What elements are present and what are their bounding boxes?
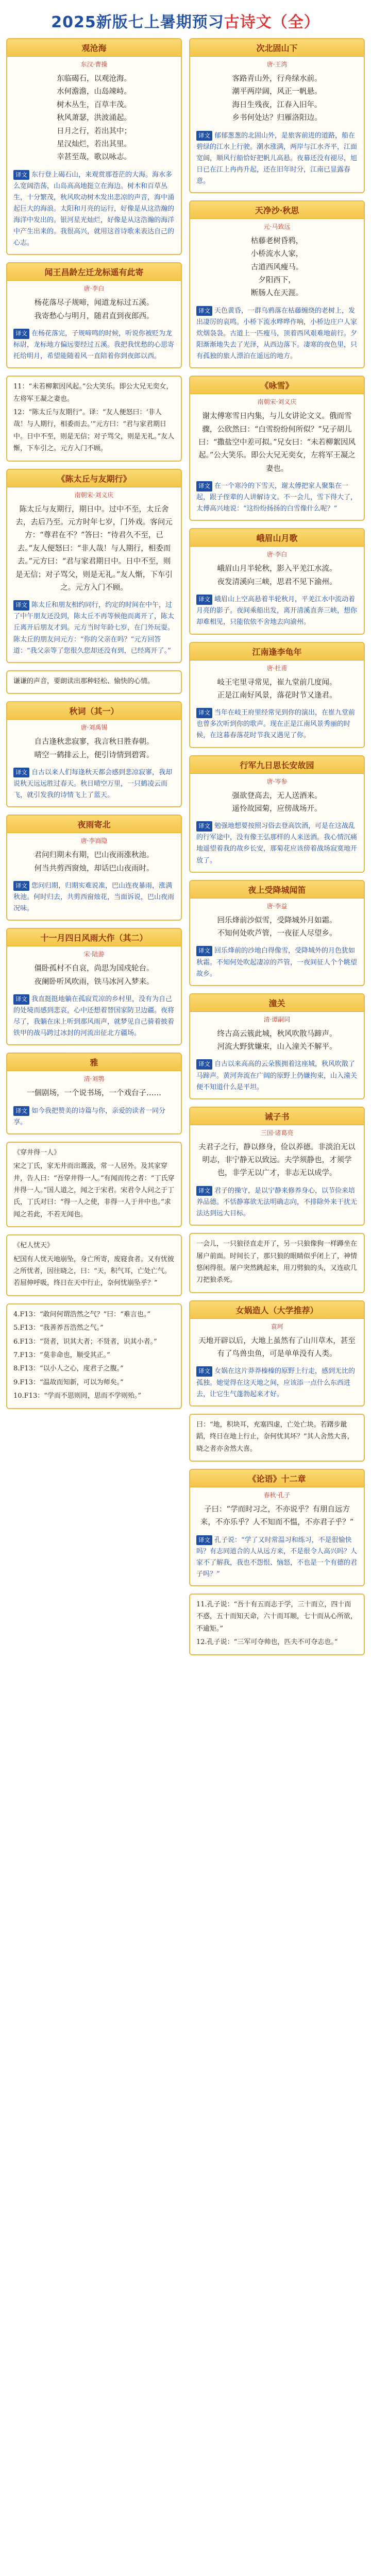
translation-text: 如今我把赞美的诗篇与你，亲爱的读者一同分享。 [13, 1107, 166, 1126]
translation-text: 天色黄昏，一群乌鸦落在枯藤缠绕的老树上，发出凄厉的哀鸣。小桥下流水哗哗作响，小桥边庄户人家炊烟袅袅。古道上一匹瘦马，顶着西风艰难地前行。夕阳渐渐地失去了光泽，从西边落下。凄寒的夜色里，只有孤独的旅人漂泊在遥远的地方。 [196, 307, 358, 361]
poem-line: 水何澹澹，山岛竦峙。 [57, 88, 131, 96]
prose-paragraph: 12.孔子说：“三军可夺帅也，匹夫不可夺志也。” [196, 1638, 338, 1647]
poem-text [7, 1084, 181, 1103]
prose-paragraph: 《穿井得一人》 [13, 1148, 61, 1157]
poem-byline: 唐·杜甫 [266, 664, 288, 672]
translation-note [7, 878, 181, 920]
left-card [6, 1234, 182, 1296]
poem-line: 何当共剪西窗烛，却话巴山夜雨时。 [34, 864, 154, 873]
prose-paragraph: 4.F13：“敢问何谓浩然之气？”曰：“难言也。” [13, 1310, 151, 1318]
prose-paragraph: 杞国有人忧天地崩坠，身亡所寄，废寝食者。又有忧彼之所忧者，因往晓之，曰：“天，积气耳，亡处亡气。若屈伸呼吸，终日在天中行止，奈何忧崩坠乎？” [13, 1255, 175, 1287]
prose-block [7, 1143, 181, 1226]
poem-line: 子曰：“学而时习之，不亦说乎？有朋自远方来，不亦乐乎？人不知而不愠，不亦君子乎？” [200, 1505, 354, 1527]
prose-paragraph: 10.F13：“学而不思则罔，思而不学则殆。” [13, 1392, 142, 1400]
poem-title: 雅 [7, 1054, 181, 1071]
translation-tag: 译文 [13, 600, 29, 611]
right-card [189, 38, 365, 193]
poem-byline: 东汉·曹操 [80, 61, 108, 68]
translation-note [7, 326, 181, 367]
translation-tag: 译文 [13, 170, 29, 180]
poem-text [190, 1332, 364, 1364]
poem-line: 陈太丘与友期行，期日中。过中不至，太丘舍去，去后乃至。元方时年七岁，门外戏。客问元方：“尊君在不？”答曰：“待君久不至，已去。”友人便怒曰：“非人哉！与人期行，相委而去。”元方曰：“君与家君期日中。日中不至，则是无信；对子骂父，则是无礼。”友人惭，下车引之。元方入门不顾。 [15, 505, 173, 592]
poem-text [190, 232, 364, 303]
poem-line: 一個剧场，一个说书场，一个戏台子…… [27, 1089, 161, 1098]
prose-block [7, 1304, 181, 1408]
poem-byline: 南朝宋·刘义庆 [257, 398, 297, 406]
poem-title: 天净沙·秋思 [190, 201, 364, 219]
prose-paragraph: 5.F13：“我善养吾浩然之气。” [13, 1324, 104, 1332]
translation-note [7, 1104, 181, 1133]
poem-line: 我寄愁心与明月，随君直到夜郎西。 [34, 312, 154, 320]
poem-byline: 春秋·孔子 [263, 1491, 291, 1499]
poem-line: 幸甚至哉，歌以咏志。 [57, 153, 131, 162]
poem-byline: 三国·诸葛亮 [260, 1129, 294, 1137]
right-card [189, 880, 365, 986]
poem-byline: 唐·李白 [266, 551, 288, 558]
prose-paragraph: 11：“未若柳絮因风起。”公大笑乐。即公大兄无奕女，左将军王凝之妻也。 [13, 383, 173, 403]
poem-title: 诫子书 [190, 1108, 364, 1125]
poem-byline: 唐·李白 [83, 285, 105, 293]
prose-paragraph: 《杞人忧天》 [13, 1242, 54, 1250]
prose-paragraph: 8.F13：“以小人之心，度君子之腹。” [13, 1365, 124, 1373]
poem-title: 峨眉山月歌 [190, 529, 364, 547]
translation-text: 君子的操守，是以宁静来修养身心，以节俭来培养品德。不恬静寡欲无法明确志向，不排除外来干扰无法达到远大目标。 [196, 1187, 358, 1218]
left-card [6, 928, 182, 1045]
translation-text: 东行登上碣石山，来观赏那苍茫的大海。海水多么宽阔浩荡，山岛高高地挺立在海边。树木和百草丛生，十分繁茂，秋风吹动树木发出悲凉的声音，海中涌起巨大的海浪。太阳和月亮的运行，好像是从这浩瀚的海洋中发出的。银河星光灿烂，好像是从这浩瀚的海洋中产生出来的。我很高兴，就用这首诗歌来表达自己的心志。 [13, 171, 175, 247]
right-card [189, 200, 365, 368]
poem-line: 君问归期未有期，巴山夜雨涨秋池。 [34, 851, 154, 860]
translation-note [190, 1364, 364, 1405]
poem-byline: 元·马致远 [263, 223, 291, 230]
poem-line: 夜阑卧听风吹雨，铁马冰河入梦来。 [34, 977, 154, 986]
right-card [189, 1594, 365, 1655]
left-card [6, 469, 182, 663]
poem-title: 闻王昌龄左迁龙标遥有此寄 [7, 263, 181, 281]
poem-title: 女娲造人（大学推荐） [190, 1301, 364, 1319]
poem-byline: 唐·王湾 [266, 61, 288, 68]
translation-tag: 译文 [196, 821, 212, 832]
poem-line: 断肠人在天涯。 [250, 289, 303, 298]
right-card [189, 1469, 365, 1586]
translation-text: 孔子说：“学了又时常温习和练习，不是很愉快吗？有志同道合的人从远方来，不是很令人高兴吗？人家不了解我，我也不怨恨、恼怒，不也是一个有德的君子吗？” [196, 1536, 358, 1578]
poem-line: 日月之行，若出其中； [57, 127, 131, 135]
poem-title: 夜雨寄北 [7, 816, 181, 833]
right-card [189, 1107, 365, 1226]
prose-paragraph: 6.F13：“贤者，识其大者；不贤者，识其小者。” [13, 1337, 157, 1346]
prose-block [7, 671, 181, 693]
poem-text [7, 959, 181, 992]
translation-note [190, 705, 364, 747]
poem-line: 自古逢秋悲寂寥，我言秋日胜春朝。 [34, 738, 154, 747]
poem-line: 杨花落尽子规啼，闻道龙标过五溪。 [34, 299, 154, 308]
poem-title: 江南逢李龟年 [190, 643, 364, 660]
translation-text: 自古以来人们每逢秋天都会感到悲凉寂寥，我却说秋天远远胜过春天。秋日晴空万里，一只鹤凌云而飞，就引发我的诗情飞上了蓝天。 [13, 768, 173, 800]
translation-text: 女娲在这片莽莽榛榛的原野上行走，感到无比的孤独。她觉得在这天地之间，应该添一点什么东西进去，让它生气蓬勃起来才好。 [196, 1367, 356, 1398]
poem-line: 古道西风瘦马。 [250, 263, 303, 272]
poem-line: 峨眉山月半轮秋，影入平羌江水流。 [217, 565, 337, 573]
translation-note [190, 1183, 364, 1225]
translation-text: 峨眉山上空高悬着半轮秋月，平羌江水中流动着月亮的影子。夜间乘船出发，离开清溪直奔三峡，想你却难相见，只能依依不舍地去向渝州。 [196, 596, 358, 626]
poem-line: 正是江南好风景，落花时节又逢君。 [217, 691, 337, 700]
poem-byline: 唐·李益 [266, 902, 288, 910]
right-card [189, 993, 365, 1099]
right-column [189, 38, 365, 1655]
left-card [6, 1303, 182, 1409]
translation-tag: 译文 [196, 481, 212, 492]
poem-text [7, 70, 181, 167]
translation-text: 郁郁葱葱的北固山外，是旅客前进的道路，船在碧绿的江水上行驶。潮水涨满，两岸与江水齐平，江面宽阔，顺风行船恰好把帆儿高悬。夜幕还没有褪尽，旭日已在江上冉冉升起，还在旧年时分，江南已显露春意。 [196, 131, 358, 185]
right-card [189, 755, 365, 873]
poem-text [7, 294, 181, 326]
right-card [189, 642, 365, 748]
page-header [6, 5, 365, 38]
poem-byline: 袁珂 [271, 1323, 283, 1330]
poem-line: 乡书何处达？归雁洛阳边。 [232, 114, 322, 123]
poem-line: 海日生残夜，江春入旧年。 [232, 100, 322, 109]
translation-text: 您问归期，归期实难说准，巴山连夜暴雨，涨满秋池。何时归去，共剪西窗烛花，当面诉说，巴山夜雨况味。 [13, 882, 175, 913]
translation-tag: 译文 [196, 946, 212, 956]
translation-tag: 译文 [196, 1535, 212, 1546]
poem-byline: 南朝宋·刘义庆 [74, 491, 114, 499]
left-column [6, 38, 182, 1655]
poem-byline: 宋·陆游 [83, 951, 105, 958]
prose-block [190, 1415, 364, 1461]
page-title-accent: 古诗文（全） [224, 13, 320, 31]
translation-tag: 译文 [196, 306, 212, 316]
poem-line: 河流大野犹嫌束，山入潼关不解平。 [217, 1043, 337, 1052]
prose-block [7, 377, 181, 460]
translation-note [7, 765, 181, 806]
poem-line: 夕阳西下， [258, 276, 296, 285]
poem-title: 《论语》十二章 [190, 1470, 364, 1487]
translation-tag: 译文 [13, 768, 29, 778]
poem-title: 《陈太丘与友期行》 [7, 470, 181, 487]
translation-text: 我直挺挺地躺在孤寂荒凉的乡村里，没有为自己的处境而感到悲哀，心中还想着替国家防卫边疆。夜将尽了，我躺在床上听到那风雨声，就梦见自己骑着披着铁甲的战马跨过冰封的河流出征北方疆场。 [13, 995, 175, 1038]
poem-byline: 清·刘鹗 [83, 1075, 105, 1083]
poem-title: 行军九日思长安故园 [190, 756, 364, 774]
poem-title: 次北固山下 [190, 39, 364, 57]
right-card [189, 1300, 365, 1406]
poem-title: 观沧海 [7, 39, 181, 57]
translation-text: 勉强地想要按照习俗去登高饮酒，可是在这战乱的行军途中，没有像王弘那样的人来送酒。我心情沉痛地遥望着我的故乡长安，那菊花应该傍着战场寂寞地开放了。 [196, 822, 358, 865]
poem-title: 十一月四日风雨大作（其二） [7, 929, 181, 946]
translation-note [190, 1057, 364, 1098]
left-card [6, 1053, 182, 1134]
translation-text: 自古以来高高的云朵簇拥着这座城，秋风吹散了马蹄声。黄河奔流在广阔的原野上仍嫌拘束，山入潼关便不知道什么是平坦。 [196, 1060, 358, 1091]
translation-tag: 译文 [13, 329, 29, 339]
left-card [6, 670, 182, 694]
left-card [6, 262, 182, 368]
translation-note [7, 598, 181, 662]
poem-title: 秋词（其一） [7, 702, 181, 720]
left-card [6, 815, 182, 921]
prose-block [190, 1234, 364, 1292]
translation-text: 陈太丘和朋友相约同行，约定的时间在中午，过了中午朋友还没到，陈太丘不再等候他而离开了，陈太丘离开后朋友才到。元方当时年龄七岁，在门外玩耍。陈太丘的朋友问元方：“你的父亲在吗？”元方回答道：“我父亲等了您很久您却还没有到，已经离开了。” [13, 601, 175, 655]
translation-text: 在一个寒冷的下雪天，谢太傅把家人聚集在一起，跟子侄辈的人讲解诗文。不一会儿，雪下得大了，太傅高兴地说：“这纷纷扬扬的白雪像什么呢？” [196, 482, 358, 513]
translation-tag: 译文 [196, 708, 212, 718]
poem-line: 遥怜故园菊，应傍战场开。 [232, 804, 322, 813]
poem-byline: 唐·岑参 [266, 777, 288, 785]
translation-note [190, 1533, 364, 1585]
translation-tag: 译文 [13, 881, 29, 891]
poem-line: 强欲登高去，无人送酒来。 [232, 791, 322, 800]
translation-tag: 译文 [196, 1366, 212, 1377]
translation-tag: 译文 [13, 994, 29, 1005]
poem-line: 小桥流水人家， [250, 250, 303, 259]
translation-note [190, 819, 364, 871]
translation-text: 回乐烽前的沙地白得像雪，受降城外的月色犹如秋霜。不知何处吹起凄凉的芦管，一夜间征人个个眺望故乡。 [196, 947, 358, 978]
translation-tag: 译文 [196, 595, 212, 605]
poem-text [190, 70, 364, 128]
poem-line: 僵卧孤村不自哀，尚思为国戍轮台。 [34, 964, 154, 973]
poem-byline: 唐·刘禹锡 [80, 724, 108, 732]
poem-text [190, 787, 364, 819]
poem-line: 秋风萧瑟，洪波涌起。 [57, 114, 131, 123]
poem-line: 晴空一鹤排云上，便引诗情到碧霄。 [34, 751, 154, 759]
poem-line: 东临碣石，以观沧海。 [57, 75, 131, 83]
right-card [189, 1414, 365, 1462]
poem-line: 星汉灿烂，若出其里。 [57, 140, 131, 148]
prose-block [190, 1595, 364, 1654]
poem-text [7, 846, 181, 878]
left-card [6, 1142, 182, 1227]
page-title [6, 9, 365, 32]
poem-byline: 清·谭嗣同 [263, 1015, 291, 1023]
left-card [6, 376, 182, 461]
poem-title: 夜上受降城闻笛 [190, 881, 364, 899]
translation-note [190, 303, 364, 367]
poem-line: 客路青山外，行舟绿水前。 [232, 75, 322, 83]
prose-paragraph: 一会儿，一只狼径直走开了，另一只狼像狗一样蹲坐在屠户前面。时间长了，那只狼的眼睛似乎闭上了，神情悠闲得很。屠户突然跳起来，用刀劈狼的头，又连砍几刀把狼杀死。 [196, 1240, 358, 1284]
prose-paragraph: 9.F13：“温故而知新，可以为师矣。” [13, 1378, 124, 1386]
prose-paragraph: 曰：“地，积块耳，充塞四虚，亡处亡块。若躇步跐蹈，终日在地上行止，奈何忧其坏？”其人舍然大喜，晓之者亦舍然大喜。 [196, 1420, 354, 1453]
poem-line: 终古高云簇此城，秋风吹散马蹄声。 [217, 1029, 337, 1038]
translation-tag: 译文 [196, 1059, 212, 1070]
poem-text [190, 560, 364, 592]
left-card [6, 38, 182, 255]
poem-text [190, 1500, 364, 1533]
poem-line: 岐王宅里寻常见，崔九堂前几度闻。 [217, 678, 337, 687]
translation-text: 在杨花落完，子规啼鸣的时候，听说你被贬为龙标尉，龙标地方偏远要经过五溪。我把我忧愁的心思寄托给明月，希望能随着风一直陪着你到夜郎以西。 [13, 330, 175, 361]
poem-byline: 唐·李商隐 [80, 837, 108, 845]
page-title-main: 2025新版七上暑期预习 [51, 13, 224, 31]
poem-text [190, 911, 364, 944]
translation-note [190, 592, 364, 633]
poem-text [7, 500, 181, 598]
prose-paragraph: 12：“陈太丘与友期行”。译：“友人便怒曰：‘非人哉！与人期行，相委而去。’”元方曰：“君与家君期日中。日中不至，则是无信；对子骂父，则是无礼。”友人惭，下车引之。元方入门不顾。 [13, 409, 175, 453]
translation-tag: 译文 [196, 1186, 212, 1196]
left-card [6, 701, 182, 807]
right-card [189, 528, 365, 634]
columns [6, 38, 365, 1655]
poem-line: 树木丛生，百草丰茂。 [57, 100, 131, 109]
poem-text [190, 1138, 364, 1183]
right-card [189, 1233, 365, 1293]
translation-note [7, 992, 181, 1044]
poem-line: 夫君子之行，静以修身，俭以养德。非淡泊无以明志，非宁静无以致远。夫学须静也，才须学也，非学无以广才，非志无以成学。 [198, 1143, 356, 1178]
translation-note [7, 167, 181, 255]
prose-paragraph: 7.F13：“莫非命也，顺受其正。” [13, 1351, 110, 1359]
translation-note [190, 479, 364, 520]
poem-line: 回乐烽前沙似雪，受降城外月如霜。 [217, 916, 337, 925]
prose-block [7, 1235, 181, 1295]
poem-line: 谢太傅寒雪日内集，与儿女讲论文义。俄而雪骤，公欣然曰：“白雪纷纷何所似？”兄子胡儿曰：“撒盐空中差可拟。”兄女曰：“未若柳絮因风起。”公大笑乐。即公大兄无奕女，左将军王凝之妻也。 [198, 412, 356, 473]
poem-line: 枯藤老树昏鸦， [250, 236, 303, 245]
translation-note [190, 128, 364, 192]
poem-line: 天地开辟以后，大地上虽然有了山川草木，甚至有了鸟兽虫鱼，可是单单没有人类。 [198, 1336, 356, 1359]
prose-paragraph: 11.孔子说：“吾十有五而志于学，三十而立，四十而不惑，五十而知天命，六十而耳顺，七十而从心所欲，不逾矩。” [196, 1601, 358, 1633]
poem-text [190, 673, 364, 706]
right-card [189, 376, 365, 521]
translation-note [190, 943, 364, 985]
translation-text: 当年在岐王府里经常见到你的演出，在崔九堂前也曾多次听到你的歌声。现在正是江南风景秀丽的时候，在这暮春落花时节我又遇见了你。 [196, 709, 356, 740]
poem-line: 潮平两岸阔，风正一帆悬。 [232, 88, 322, 96]
translation-tag: 译文 [13, 1106, 29, 1116]
translation-tag: 译文 [196, 131, 212, 141]
poem-text [190, 407, 364, 479]
poem-line: 夜发清溪向三峡，思君不见下渝州。 [217, 578, 337, 586]
poem-line: 不知何处吹芦管，一夜征人尽望乡。 [217, 929, 337, 938]
prose-paragraph: 宋之丁氏，家无井而出溉汲，常一人居外。及其家穿井，告人曰：“吾穿井得一人。”有闻而传之者：“丁氏穿井得一人。”国人道之，闻之于宋君。宋君令人问之于丁氏，丁氏对曰：“得一人之使，非得一人于井中也。”求闻之若此，不若无闻也。 [13, 1162, 175, 1218]
prose-paragraph: 谦谦的声音，要朗读出那种轻松、愉快的心情。 [13, 677, 155, 685]
poem-title: 潼关 [190, 994, 364, 1012]
poem-text [190, 1025, 364, 1057]
poem-text [7, 733, 181, 765]
poem-title: 《咏雪》 [190, 377, 364, 394]
